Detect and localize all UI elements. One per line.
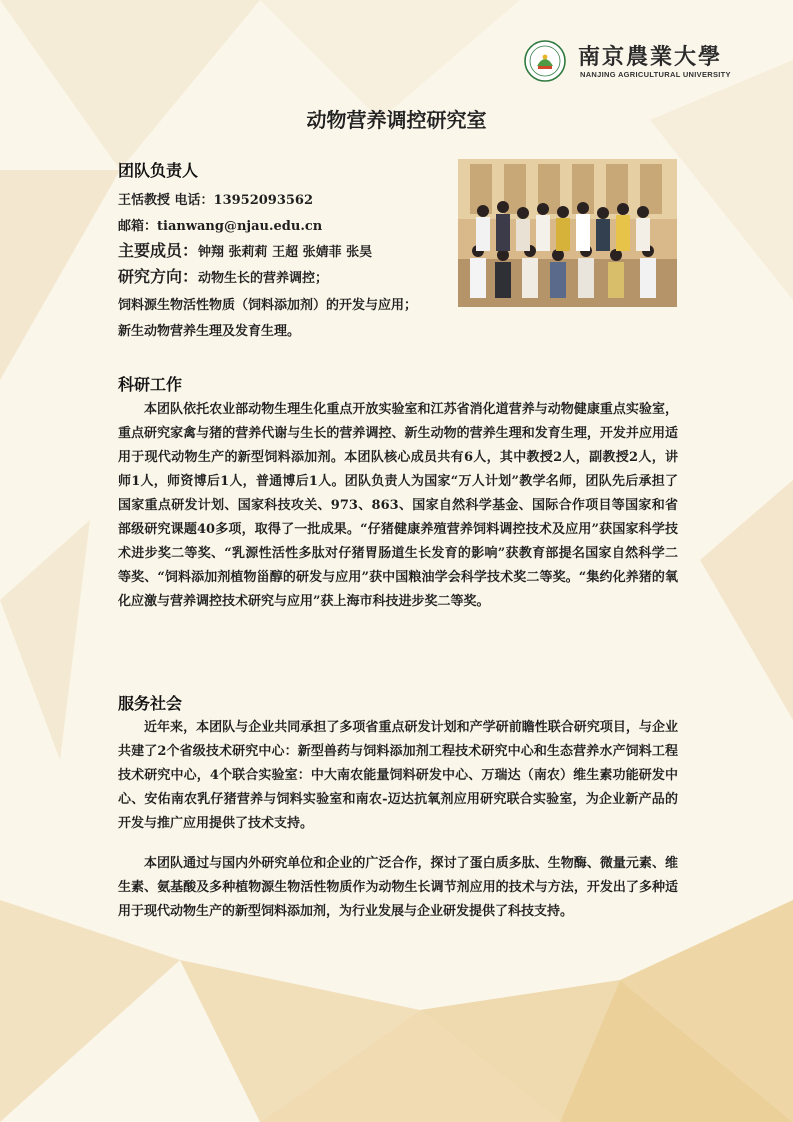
university-name-en: NANJING AGRICULTURAL UNIVERSITY bbox=[580, 70, 731, 79]
university-seal-icon bbox=[524, 40, 566, 82]
members-value: 钟翔 张莉莉 王超 张婧菲 张昊 bbox=[198, 245, 373, 260]
research-work-paragraph: 本团队依托农业部动物生理生化重点开放实验室和江苏省消化道营养与动物健康重点实验室，重点研究家禽与猪的营养代谢与生长的营养调控、新生动物的营养生理和发育生理，开发并应用适用于现代动物生产的新型饲料添加剂。本团队核心成员共有6人，其中教授2人，副教授2人，讲师1人，师资博后1人，普通博后1人。团队负责人为国家“万人计划”教学名师，团队先后承担了国家重点研发计划、国家科技攻关、973、863、国家自然科学基金、国际合作项目等国家和省部级研究课题40多项，取得了一批成果。“仔猪健康养殖营养饲料调控技术及应用”获国家科学技术进步奖二等奖、“乳源性活性多肽对仔猪胃肠道生长发育的影响”获教育部提名国家自然科学二等奖、“饲料添加剂植物甾醇的研发与应用”获中国粮油学会科学技术奖二等奖。“集约化养猪的氧化应激与营养调控技术研究与应用”获上海市科技进步奖二等奖。 bbox=[118, 402, 678, 609]
research-label: 研究方向： bbox=[118, 267, 199, 286]
research-line-3: 新生动物营养生理及发育生理。 bbox=[118, 324, 301, 339]
social-service-heading: 服务社会 bbox=[118, 694, 183, 713]
research-line bbox=[118, 264, 328, 287]
members-line bbox=[118, 238, 372, 261]
team-photo bbox=[458, 159, 677, 307]
members-label: 主要成员： bbox=[118, 241, 199, 260]
leader-contact: 王恬教授 电话：13952093562 bbox=[118, 193, 314, 208]
team-leader-heading: 团队负责人 bbox=[118, 161, 199, 180]
page-title: 动物营养调控研究室 bbox=[306, 108, 487, 132]
research-work-heading: 科研工作 bbox=[118, 375, 183, 394]
research-value: 动物生长的营养调控； bbox=[198, 271, 329, 286]
research-line-2: 饲料源生物活性物质（饲料添加剂）的开发与应用； bbox=[118, 298, 418, 313]
leader-email: 邮箱：tianwang@njau.edu.cn bbox=[118, 219, 323, 234]
social-service-paragraph-1: 近年来，本团队与企业共同承担了多项省重点研发计划和产学研前瞻性联合研究项目，与企业共建了2个省级技术研究中心：新型兽药与饲料添加剂工程技术研究中心和生态营养水产饲料工程技术研究中心，4个联合实验室：中大南农能量饲料研发中心、万瑞达（南农）维生素功能研发中心、安佑南农乳仔猪营养与饲料实验室和南农-迈达抗氧剂应用研究联合实验室，为企业新产品的开发与推广应用提供了技术支持。 bbox=[118, 720, 678, 831]
social-service-paragraph-2: 本团队通过与国内外研究单位和企业的广泛合作，探讨了蛋白质多肽、生物酶、微量元素、维生素、氨基酸及多种植物源生物活性物质作为动物生长调节剂应用的技术与方法，开发出了多种适用于现代动物生产的新型饲料添加剂，为行业发展与企业研发提供了科技支持。 bbox=[118, 856, 678, 919]
university-logo bbox=[524, 38, 744, 86]
university-name-cn: 南京農業大學 bbox=[578, 44, 723, 70]
